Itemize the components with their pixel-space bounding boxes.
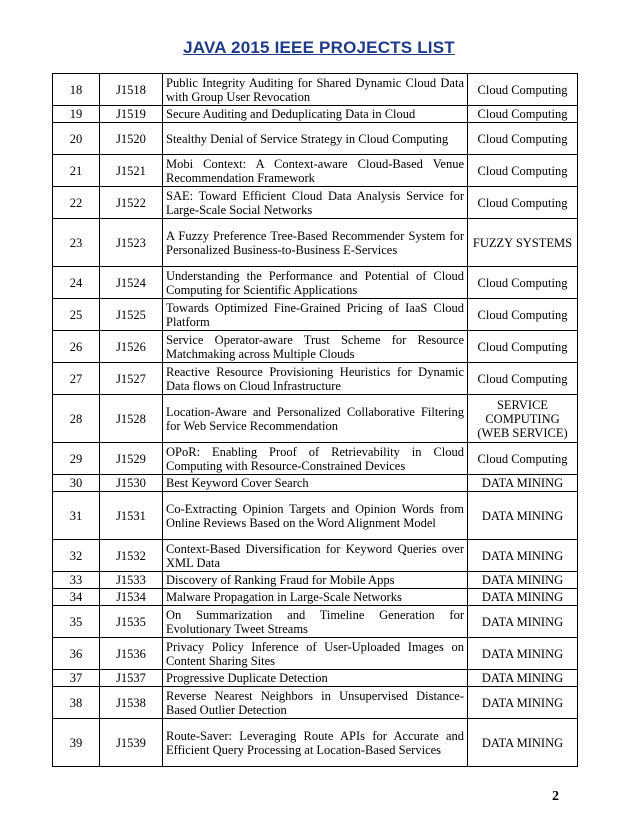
domain-cell: Cloud Computing — [468, 187, 578, 219]
project-title-cell: Mobi Context: A Context-aware Cloud-Based Venue Recommendation Framework — [163, 155, 468, 187]
domain-cell: DATA MINING — [468, 475, 578, 492]
project-code-cell: J1534 — [100, 589, 163, 606]
project-title-cell: A Fuzzy Preference Tree-Based Recommender System for Personalized Business-to-Business E-Services — [163, 219, 468, 267]
project-code-cell: J1538 — [100, 687, 163, 719]
domain-cell: SERVICE COMPUTING (WEB SERVICE) — [468, 395, 578, 443]
project-code-cell: J1528 — [100, 395, 163, 443]
project-code-cell: J1533 — [100, 572, 163, 589]
project-title-cell: On Summarization and Timeline Generation for Evolutionary Tweet Streams — [163, 606, 468, 638]
table-row — [53, 106, 578, 123]
serial-number-cell: 31 — [53, 492, 100, 540]
project-title-cell: Understanding the Performance and Potential of Cloud Computing for Scientific Applications — [163, 267, 468, 299]
project-title-cell: OPoR: Enabling Proof of Retrievability in Cloud Computing with Resource-Constrained Devices — [163, 443, 468, 475]
domain-cell: DATA MINING — [468, 606, 578, 638]
project-title-cell: Secure Auditing and Deduplicating Data in Cloud — [163, 106, 468, 123]
project-title-cell: Co-Extracting Opinion Targets and Opinion Words from Online Reviews Based on the Word Alignment Model — [163, 492, 468, 540]
serial-number-cell: 28 — [53, 395, 100, 443]
domain-cell: Cloud Computing — [468, 155, 578, 187]
domain-cell: Cloud Computing — [468, 299, 578, 331]
project-code-cell: J1532 — [100, 540, 163, 572]
serial-number-cell: 39 — [53, 719, 100, 767]
project-title-cell: Public Integrity Auditing for Shared Dynamic Cloud Data with Group User Revocation — [163, 74, 468, 106]
serial-number-cell: 32 — [53, 540, 100, 572]
serial-number-cell: 19 — [53, 106, 100, 123]
table-row — [53, 589, 578, 606]
project-code-cell: J1537 — [100, 670, 163, 687]
domain-cell: DATA MINING — [468, 540, 578, 572]
project-title-cell: Malware Propagation in Large-Scale Networks — [163, 589, 468, 606]
project-code-cell: J1524 — [100, 267, 163, 299]
table-row — [53, 123, 578, 155]
project-code-cell: J1527 — [100, 363, 163, 395]
table-row — [53, 155, 578, 187]
project-code-cell: J1521 — [100, 155, 163, 187]
table-row — [53, 395, 578, 443]
domain-cell: DATA MINING — [468, 670, 578, 687]
table-row — [53, 363, 578, 395]
project-title-cell: Stealthy Denial of Service Strategy in Cloud Computing — [163, 123, 468, 155]
project-title-cell: Progressive Duplicate Detection — [163, 670, 468, 687]
project-code-cell: J1525 — [100, 299, 163, 331]
serial-number-cell: 20 — [53, 123, 100, 155]
serial-number-cell: 24 — [53, 267, 100, 299]
serial-number-cell: 26 — [53, 331, 100, 363]
project-code-cell: J1539 — [100, 719, 163, 767]
project-code-cell: J1523 — [100, 219, 163, 267]
serial-number-cell: 18 — [53, 74, 100, 106]
table-row — [53, 492, 578, 540]
table-row — [53, 540, 578, 572]
project-title-cell: Reactive Resource Provisioning Heuristics for Dynamic Data flows on Cloud Infrastructure — [163, 363, 468, 395]
domain-cell: DATA MINING — [468, 492, 578, 540]
domain-cell: Cloud Computing — [468, 267, 578, 299]
project-code-cell: J1536 — [100, 638, 163, 670]
domain-cell: DATA MINING — [468, 572, 578, 589]
serial-number-cell: 22 — [53, 187, 100, 219]
serial-number-cell: 36 — [53, 638, 100, 670]
domain-cell: Cloud Computing — [468, 363, 578, 395]
project-title-cell: Best Keyword Cover Search — [163, 475, 468, 492]
serial-number-cell: 38 — [53, 687, 100, 719]
table-row — [53, 572, 578, 589]
domain-cell: FUZZY SYSTEMS — [468, 219, 578, 267]
serial-number-cell: 35 — [53, 606, 100, 638]
projects-table — [52, 73, 578, 767]
project-code-cell: J1518 — [100, 74, 163, 106]
table-row — [53, 267, 578, 299]
project-code-cell: J1530 — [100, 475, 163, 492]
project-title-cell: Route-Saver: Leveraging Route APIs for Accurate and Efficient Query Processing at Location-Based Services — [163, 719, 468, 767]
serial-number-cell: 21 — [53, 155, 100, 187]
table-row — [53, 219, 578, 267]
serial-number-cell: 25 — [53, 299, 100, 331]
project-title-cell: SAE: Toward Efficient Cloud Data Analysis Service for Large-Scale Social Networks — [163, 187, 468, 219]
project-title-cell: Privacy Policy Inference of User-Uploaded Images on Content Sharing Sites — [163, 638, 468, 670]
table-row — [53, 187, 578, 219]
project-title-cell: Towards Optimized Fine-Grained Pricing of IaaS Cloud Platform — [163, 299, 468, 331]
domain-cell: DATA MINING — [468, 638, 578, 670]
project-code-cell: J1520 — [100, 123, 163, 155]
table-row — [53, 299, 578, 331]
domain-cell: DATA MINING — [468, 719, 578, 767]
serial-number-cell: 23 — [53, 219, 100, 267]
project-code-cell: J1531 — [100, 492, 163, 540]
project-code-cell: J1529 — [100, 443, 163, 475]
domain-cell: DATA MINING — [468, 589, 578, 606]
serial-number-cell: 33 — [53, 572, 100, 589]
domain-cell: Cloud Computing — [468, 123, 578, 155]
domain-cell: Cloud Computing — [468, 106, 578, 123]
serial-number-cell: 29 — [53, 443, 100, 475]
project-code-cell: J1526 — [100, 331, 163, 363]
project-title-cell: Service Operator-aware Trust Scheme for Resource Matchmaking across Multiple Clouds — [163, 331, 468, 363]
serial-number-cell: 37 — [53, 670, 100, 687]
domain-cell: Cloud Computing — [468, 74, 578, 106]
page-title: JAVA 2015 IEEE PROJECTS LIST — [183, 38, 455, 57]
table-row — [53, 687, 578, 719]
serial-number-cell: 30 — [53, 475, 100, 492]
table-row — [53, 475, 578, 492]
project-code-cell: J1519 — [100, 106, 163, 123]
table-row — [53, 74, 578, 106]
project-code-cell: J1535 — [100, 606, 163, 638]
table-row — [53, 719, 578, 767]
project-title-cell: Location-Aware and Personalized Collaborative Filtering for Web Service Recommendation — [163, 395, 468, 443]
table-row — [53, 331, 578, 363]
project-title-cell: Reverse Nearest Neighbors in Unsupervised Distance-Based Outlier Detection — [163, 687, 468, 719]
table-row — [53, 606, 578, 638]
table-row — [53, 670, 578, 687]
domain-cell: Cloud Computing — [468, 443, 578, 475]
domain-cell: Cloud Computing — [468, 331, 578, 363]
serial-number-cell: 27 — [53, 363, 100, 395]
project-title-cell: Context-Based Diversification for Keyword Queries over XML Data — [163, 540, 468, 572]
table-row — [53, 443, 578, 475]
page-number: 2 — [552, 789, 559, 804]
project-code-cell: J1522 — [100, 187, 163, 219]
domain-cell: DATA MINING — [468, 687, 578, 719]
table-row — [53, 638, 578, 670]
project-title-cell: Discovery of Ranking Fraud for Mobile Apps — [163, 572, 468, 589]
serial-number-cell: 34 — [53, 589, 100, 606]
